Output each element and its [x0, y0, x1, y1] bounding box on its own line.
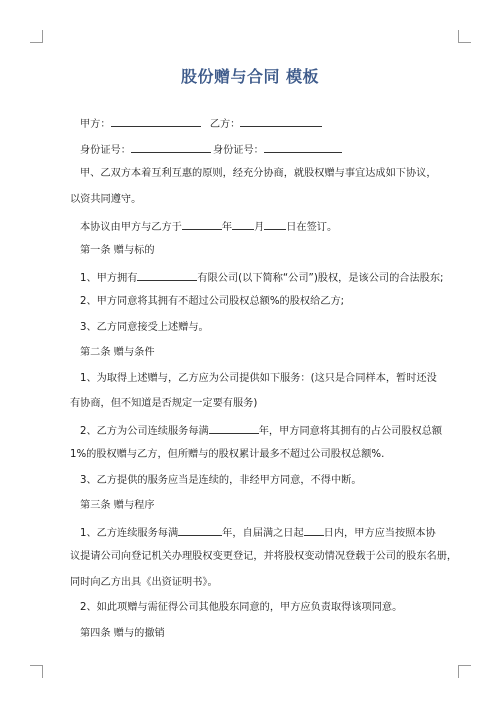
title-main: 股份赠与合同: [180, 67, 280, 86]
article-3-clause-1-line-3: 同时向乙方出具《出资证明书》。: [70, 577, 218, 588]
clause-text-a: 2、乙方为公司连续服务每满: [80, 426, 209, 437]
id-label-b: 身份证号：: [212, 145, 264, 156]
article-2-clause-2-line-1: [80, 423, 442, 439]
crop-mark-top-right: [458, 30, 471, 43]
crop-mark-bottom-left: [30, 665, 43, 678]
company-name-blank[interactable]: [137, 270, 197, 281]
party-a-label: 甲方：: [80, 119, 111, 130]
article-2-clause-2-line-2: 1%的股权赠与乙方，但所赠与的股权累计最多不超过公司股权总额%.: [70, 449, 385, 460]
article-3-clause-1-line-1: [80, 525, 436, 541]
article-4-title: 第四条 赠与的撤销: [80, 628, 165, 639]
signing-year-blank[interactable]: [182, 219, 222, 230]
article-1-clause-2: 2、甲方同意将其拥有不超过公司股权总额%的股权给乙方;: [80, 296, 345, 307]
id-label-a: 身份证号：: [80, 145, 131, 156]
article-2-title: 第二条 赠与条件: [80, 347, 155, 358]
party-b-label: 乙方：: [209, 119, 241, 130]
clause-text-b: 年，甲方同意将其拥有的占公司股权总额: [258, 426, 443, 437]
clause-text-b: 有限公司(以下简称“公司”)股权，是该公司的合法股东;: [197, 273, 444, 284]
intro-paragraph-line-2: 以资共同遵守。: [70, 194, 142, 205]
article-3-clause-1-line-2: 议提请公司向登记机关办理股权变更登记，并将股权变动情况登载于公司的股东名册，: [70, 551, 458, 562]
service-years-blank[interactable]: [209, 423, 259, 434]
service-years-blank[interactable]: [178, 525, 222, 536]
article-1-clause-1: [80, 270, 443, 286]
document-title: [0, 64, 500, 87]
id-b-blank[interactable]: [264, 142, 342, 153]
crop-mark-bottom-right: [458, 665, 471, 678]
signing-line: [80, 219, 337, 235]
days-blank[interactable]: [304, 525, 324, 536]
article-2-clause-1-line-1: 1、为取得上述赠与，乙方应为公司提供如下服务：(这只是合同样本，暂时还没: [80, 373, 437, 384]
signing-prefix: 本协议由甲方与乙方于: [80, 222, 182, 233]
party-line: [80, 116, 322, 132]
article-1-clause-3: 3、乙方同意接受上述赠与。: [80, 322, 209, 333]
signing-month-blank[interactable]: [232, 219, 254, 230]
intro-paragraph-line-1: 甲、乙双方本着互利互惠的原则，经充分协商，就股权赠与事宜达成如下协议，: [80, 168, 437, 179]
clause-text-a: 1、乙方连续服务每满: [80, 528, 179, 539]
article-3-title: 第三条 赠与程序: [80, 500, 155, 511]
article-3-clause-2: 2、如此项赠与需征得公司其他股东同意的，甲方应负责取得该项同意。: [80, 602, 403, 613]
article-2-clause-3: 3、乙方提供的服务应当是连续的，非经甲方同意，不得中断。: [80, 475, 362, 486]
article-1-title: 第一条 赠与标的: [80, 245, 155, 256]
party-a-blank[interactable]: [111, 116, 201, 127]
id-line: [80, 142, 342, 158]
article-2-clause-1-line-2: 有协商，但不知道是否规定一定要有服务): [70, 398, 258, 409]
signing-month-label: 月: [254, 222, 265, 233]
clause-text-a: 1、甲方拥有: [80, 273, 138, 284]
signing-year-label: 年: [221, 222, 233, 233]
crop-mark-top-left: [30, 30, 43, 43]
clause-text-b: 年，自届满之日起: [222, 528, 304, 539]
clause-text-c: 日内，甲方应当按照本协: [323, 528, 436, 539]
party-b-blank[interactable]: [240, 116, 322, 127]
signing-day-label: 日在签订。: [286, 222, 338, 233]
title-suffix: 模板: [286, 67, 320, 86]
signing-day-blank[interactable]: [264, 219, 286, 230]
id-a-blank[interactable]: [131, 142, 211, 153]
